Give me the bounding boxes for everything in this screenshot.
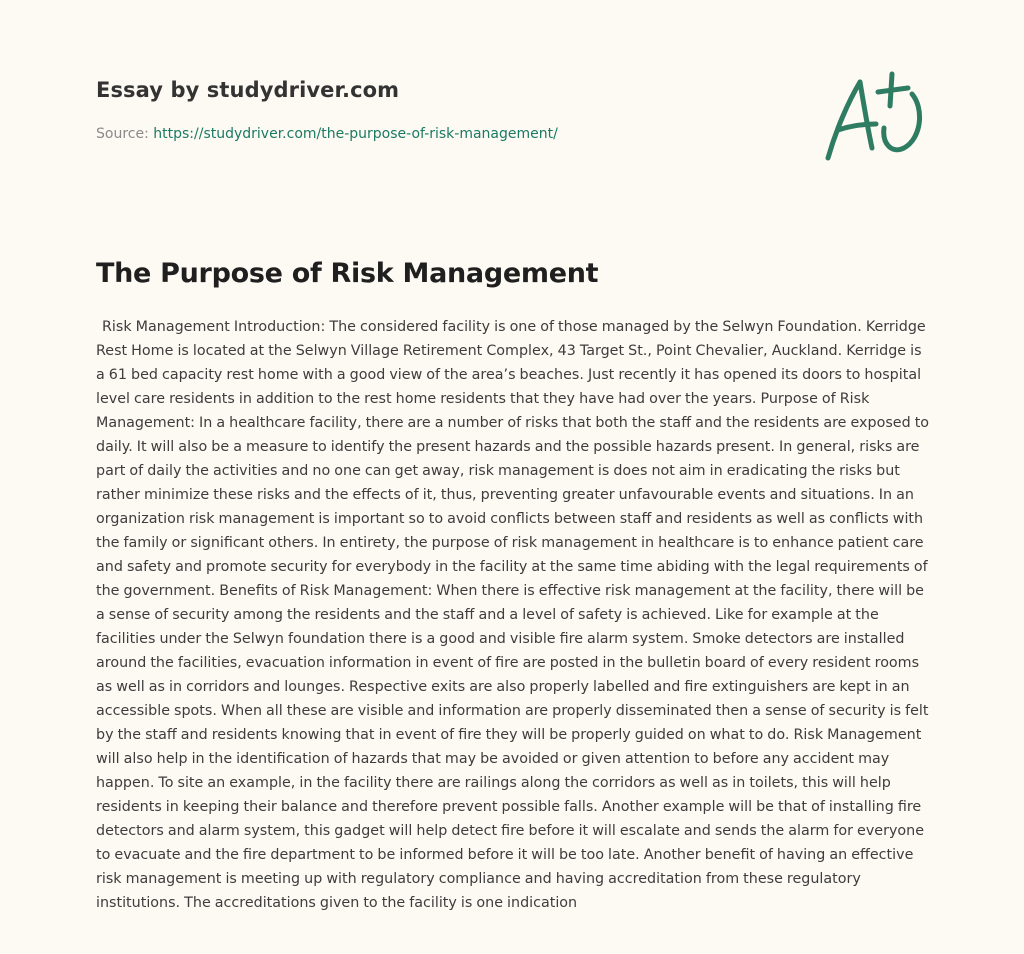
document-header [96,76,796,144]
source-link[interactable]: https://studydriver.com/the-purpose-of-risk-management/ [153,126,558,142]
source-line [96,124,796,144]
source-label: Source: [96,126,154,142]
a-plus-logo-icon [820,68,930,164]
essay-title: The Purpose of Risk Management [96,258,599,289]
essay-body: Risk Management Introduction: The considered facility is one of those managed by the Selwyn Foundation. Kerridge Rest Home is located at the Selwyn Village Retirement Complex, 43 Target St., Point Chevalier, Auckland. Kerridge is a 61 bed capacity rest home with a good view of the area’s beaches. Just recently it has opened its doors to hospital level care residents in addition to the rest home residents that they have had over the years. Purpose of Risk Management: In a healthcare facility, there are a number of risks that both the staff and the residents are exposed to daily. It will also be a measure to identify the present hazards and the possible hazards present. In general, risks are part of daily the activities and no one can get away, risk management is does not aim in eradicating the risks but rather minimize these risks and the effects of it, thus, preventing greater unfavourable events and situations. In an organization risk management is important so to avoid conflicts between staff and residents as well as conflicts with the family or significant others. In entirety, the purpose of risk management in healthcare is to enhance patient care and safety and promote security for everybody in the facility at the same time abiding with the legal requirements of the government. Benefits of Risk Management: When there is effective risk management at the facility, there will be a sense of security among the residents and the staff and a level of safety is achieved. Like for example at the facilities under the Selwyn foundation there is a good and visible fire alarm system. Smoke detectors are installed around the facilities, evacuation information in event of fire are posted in the bulletin board of every resident rooms as well as in corridors and lounges. Respective exits are also properly labelled and fire extinguishers are kept in an accessible spots. When all these are visible and information are properly disseminated then a sense of security is felt by the staff and residents knowing that in event of fire they will be properly guided on what to do. Risk Management will also help in the identification of hazards that may be avoided or given attention to before any accident may happen. To site an example, in the facility there are railings along the corridors as well as in toilets, this will help residents in keeping their balance and therefore prevent possible falls. Another example will be that of installing fire detectors and alarm system, this gadget will help detect fire before it will escalate and sends the alarm for everyone to evacuate and the fire department to be informed before it will be too late. Another benefit of having an effective risk management is meeting up with regulatory compliance and having accreditation from these regulatory institutions. The accreditations given to the facility is one indication [96,319,930,911]
brand-heading: Essay by studydriver.com [96,78,400,102]
